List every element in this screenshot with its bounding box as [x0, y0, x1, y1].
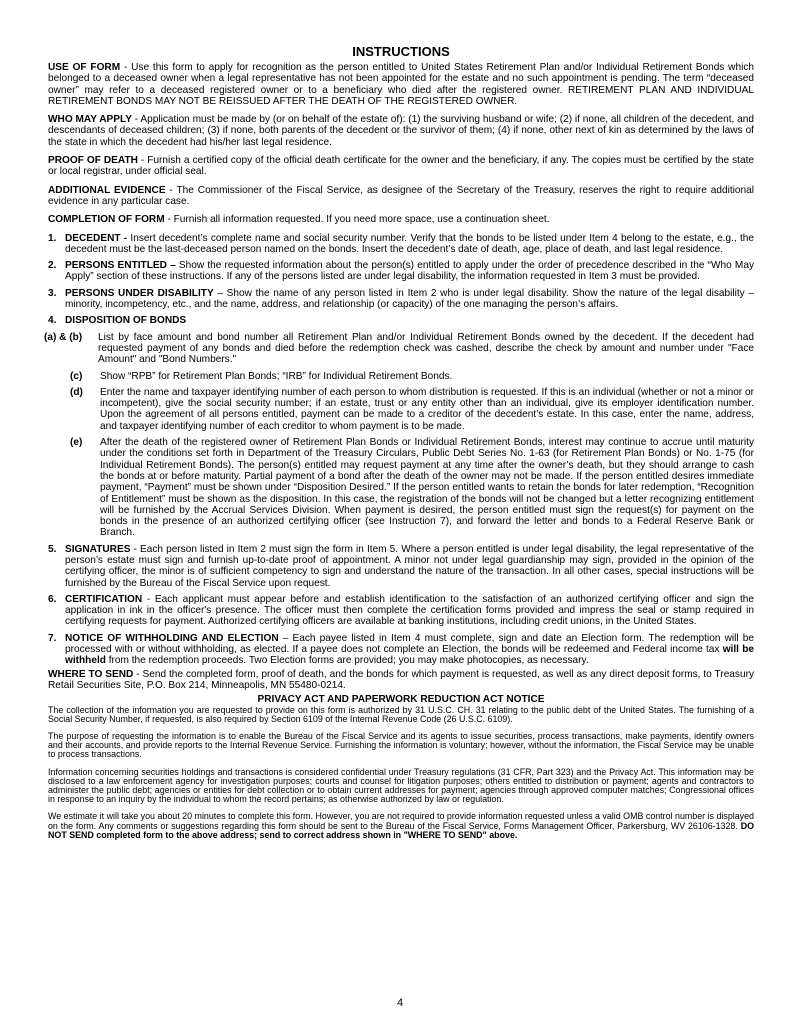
sub-item-text: List by face amount and bond number all Retirement Plan and/or Individual Retirement Bonds owned by the decedent. If the decedent had requested payment of any bonds and died before the redemption check was cashed, describe the check by amount and number under "Face Amount" and "Bond Numbers." [98, 331, 754, 366]
item-number: 7. [48, 632, 57, 644]
additional-evidence-text: - The Commissioner of the Fiscal Service, as designee of the Secretary of the Treasury, reserves the right to require additional evidence in any particular case. [48, 184, 754, 207]
sub-item-label: (e) [70, 437, 83, 449]
page-title: INSTRUCTIONS [352, 44, 450, 59]
item-number: 2. [48, 260, 57, 272]
privacy-paragraph-4-warning: DO NOT SEND completed form to the above address; send to correct address shown in "WHERE TO SEND" above. [48, 820, 754, 840]
who-may-apply-section [48, 114, 754, 148]
privacy-notice-title: PRIVACY ACT AND PAPERWORK REDUCTION ACT NOTICE [257, 694, 545, 706]
instruction-item-4ab [44, 331, 754, 366]
use-of-form-heading: USE OF FORM [48, 62, 121, 73]
completion-of-form-heading: COMPLETION OF FORM [48, 214, 165, 226]
additional-evidence-section [48, 185, 754, 208]
item-heading: DISPOSITION OF BONDS [65, 315, 187, 327]
item-number: 3. [48, 287, 57, 299]
item-heading: CERTIFICATION [65, 593, 143, 605]
sub-item-label: (a) & (b) [44, 331, 83, 343]
use-of-form-section [48, 62, 754, 107]
item-text: – Each payee listed in Item 4 must complete, sign and date an Election form. The redemption will be processed with or without withholding, as elected. If a payee does not complete an Election, the bonds will be redeemed and Federal income tax [65, 632, 754, 656]
item-text: Insert decedent’s complete name and social security number. Verify that the bonds to be listed under Item 4 belong to the estate, e.g., the decedent must be the last-deceased person named on the bonds. Insert the decedent’s date of death, age, place of death, and last legal residence. [65, 232, 755, 255]
proof-of-death-heading: PROOF OF DEATH [48, 155, 138, 167]
item-number: 5. [48, 543, 57, 555]
additional-evidence-heading: ADDITIONAL EVIDENCE [48, 184, 166, 196]
where-to-send-heading: WHERE TO SEND [48, 668, 134, 680]
item-text: – Show the name of any person listed in Item 2 who is under legal disability. Show the nature of the legal disability – minority, incompetency, etc., and the name, address, and relationship (or capacity) of the one managing the person’s affairs. [65, 287, 754, 311]
instruction-item-3 [48, 288, 754, 311]
item-text: from the redemption proceeds. Two Election forms are provided; you may make photocopies, as necessary. [105, 655, 589, 667]
who-may-apply-text: - Application must be made by (or on behalf of the estate of): (1) the surviving husband or wife; (2) if none, all children of the decedent, and descendants of deceased children; (3) if none, both parents of the decedent or the survivor of them; (4) if none, other next of kin as determined by the laws of the state in which the decedent had his/her last legal residence. [48, 114, 755, 148]
item-heading: PERSONS UNDER DISABILITY [65, 287, 214, 299]
where-to-send-section [48, 669, 754, 692]
instruction-item-4e [48, 437, 754, 539]
item-heading: DECEDENT - [65, 232, 128, 244]
who-may-apply-heading: WHO MAY APPLY [48, 114, 132, 126]
completion-of-form-section [48, 214, 754, 225]
item-text: - Each applicant must appear before and establish identification to the satisfaction of an authorized certifying officer and sign the application in ink in the officer's presence. The officer must then complete the certification forms provided and impress the seal or stamp required in certifying requests for payment. Authorized certifying officers are available at banking institutions, including credit unions, in the United States. [65, 593, 754, 628]
instruction-item-4d [48, 387, 754, 432]
page-number: 4 [396, 997, 404, 1009]
sub-item-text: Enter the name and taxpayer identifying number of each person to whom distribution is requested. If this is an individual (whether or not a minor or incompetent), give the social security number; if an estate, trust or any entity other than an individual, give its employer identification number. Upon the agreement of all persons entitled, payment can be made to a creditor of the decedent’s estate. In this case, enter the name, address, and taxpayer identifying number of each creditor to whom payment is to be made. [100, 386, 754, 432]
completion-of-form-text: - Furnish all information requested. If you need more space, use a continuation sheet. [164, 214, 550, 226]
privacy-paragraph-3: Information concerning securities holdings and transactions is considered confidential under Treasury regulations (31 CFR, Part 323) and the Privacy Act. This information may be disclosed to a law enforcement agency for investigation purposes; courts and counsel for litigation purposes; others entitled to distribution or payment; agents and contractors to administer the public debt; agencies or entities for debt collection or to obtain current addresses for payment; agencies through approved computer matches; Congressional offices in response to an inquiry by the individual to whom the record pertains; as otherwise authorized by law or regulation. [48, 766, 754, 805]
item-number: 4. [48, 315, 57, 327]
instruction-item-1 [48, 233, 754, 256]
instruction-item-7 [48, 633, 754, 667]
proof-of-death-text: - Furnish a certified copy of the official death certificate for the owner and the beneficiary, if any. The copies must be certified by the state or local registrar, under official seal. [48, 155, 754, 178]
use-of-form-text: - Use this form to apply for recognition as the person entitled to United States Retirement Plan and/or Individual Retirement Bonds which belonged to a deceased owner when a legal representative has not been appointed for the estate and no such appointment is pending. The term “deceased owner” may refer to a deceased registered owner or to a beneficiary who died after the registered owner. RETIREMENT PLAN AND INDIVIDUAL RETIREMENT BONDS MAY NOT BE REISSUED AFTER THE DEATH OF THE REGISTERED OWNER. [48, 62, 754, 107]
privacy-paragraph-2: The purpose of requesting the information is to enable the Bureau of the Fiscal Service and its agents to issue securities, process transactions, make payments, identify owners and their accounts, and provide reports to the Internal Revenue Service. Furnishing the information is voluntary; however, without the information, the Fiscal Service may be unable to process transactions. [48, 730, 754, 760]
instructions-page [44, 44, 755, 848]
instruction-item-5 [48, 544, 754, 589]
privacy-paragraph-4 [48, 812, 754, 840]
privacy-paragraph-1: The collection of the information you are requested to provide on this form is authorized by 31 U.S.C. CH. 31 relating to the public debt of the United States. The furnishing of a Social Security Number, if requested, is also required by Section 6109 of the Internal Revenue Code (26 U.S.C. 6109). [48, 704, 754, 724]
instruction-item-4 [48, 315, 754, 326]
item-text-emphasis: will be withheld [65, 644, 754, 667]
item-heading: NOTICE OF WITHHOLDING AND ELECTION [65, 632, 279, 644]
item-number: 1. [48, 232, 57, 244]
sub-item-text: After the death of the registered owner of Retirement Plan Bonds or Individual Retirement Bonds, interest may continue to accrue until maturity under the conditions set forth in Department of the Treasury Circulars, Public Debt Series No. 1-63 (for Retirement Plan Bonds) or No. 1-75 (for Individual Retirement Bonds). The person(s) entitled may request payment at any time after the owner’s death, but they should arrange to cash the bonds at or before maturity. Partial payment of a bond after the death of the owner may not be made. If the person entitled desires immediate payment, “Payment” must be shown under “Disposition Desired.” If the person entitled wants to retain the bonds for later redemption, “Recognition of Entitlement” must be shown as the disposition. In this case, the registration of the bonds will not be changed but a letter recognizing entitlement will be furnished by the Accrual Services Division. When payment is desired, the person entitled must sign the request(s) for payment on the bonds in the presence of an authorized certifying officer (see Instruction 7), and forward the letter and bonds to a Federal Reserve Bank or Branch. [100, 437, 754, 539]
where-to-send-text: - Send the completed form, proof of death, and the bonds for which payment is requested, as well as any direct deposit forms, to Treasury Retail Securities Site, P.O. Box 214, Minneapolis, MN 55480-0214. [48, 668, 754, 691]
sub-item-label: (d) [70, 386, 83, 398]
proof-of-death-section [48, 155, 754, 178]
instruction-item-6 [48, 594, 754, 628]
item-text: - Each person listed in Item 2 must sign the form in Item 5. Where a person entitled is under legal disability, the legal representative of the person’s estate must sign and furnish up-to-date proof of appointment. A minor not under legal guardianship may sign, provided in the opinion of the certifying officer, the minor is of sufficient competency to sign and understand the nature of the transaction. In all other cases, special instructions will be furnished by the Bureau of the Fiscal Service upon request. [65, 543, 754, 589]
item-text: Show the requested information about the person(s) entitled to apply under the order of precedence described in the “Who May Apply” section of these instructions. If any of the persons listed are under legal disability, the information requested in Item 3 must be provided. [65, 260, 754, 283]
instruction-item-2 [48, 260, 754, 283]
item-number: 6. [48, 593, 57, 605]
sub-item-text: Show “RPB” for Retirement Plan Bonds; “IRB” for Individual Retirement Bonds. [100, 370, 453, 382]
item-heading: PERSONS ENTITLED – [65, 260, 176, 272]
instruction-item-4c [48, 371, 754, 382]
item-heading: SIGNATURES [65, 543, 131, 555]
privacy-paragraph-4-text: We estimate it will take you about 20 minutes to complete this form. However, you are not required to provide information requested unless a valid OMB control number is displayed on the form. Any comments or suggestions regarding this form should be sent to the Bureau of the Fiscal Service, Forms Management Officer, Parkersburg, WV 26106-1328. [48, 811, 754, 831]
sub-item-label: (c) [70, 370, 83, 382]
